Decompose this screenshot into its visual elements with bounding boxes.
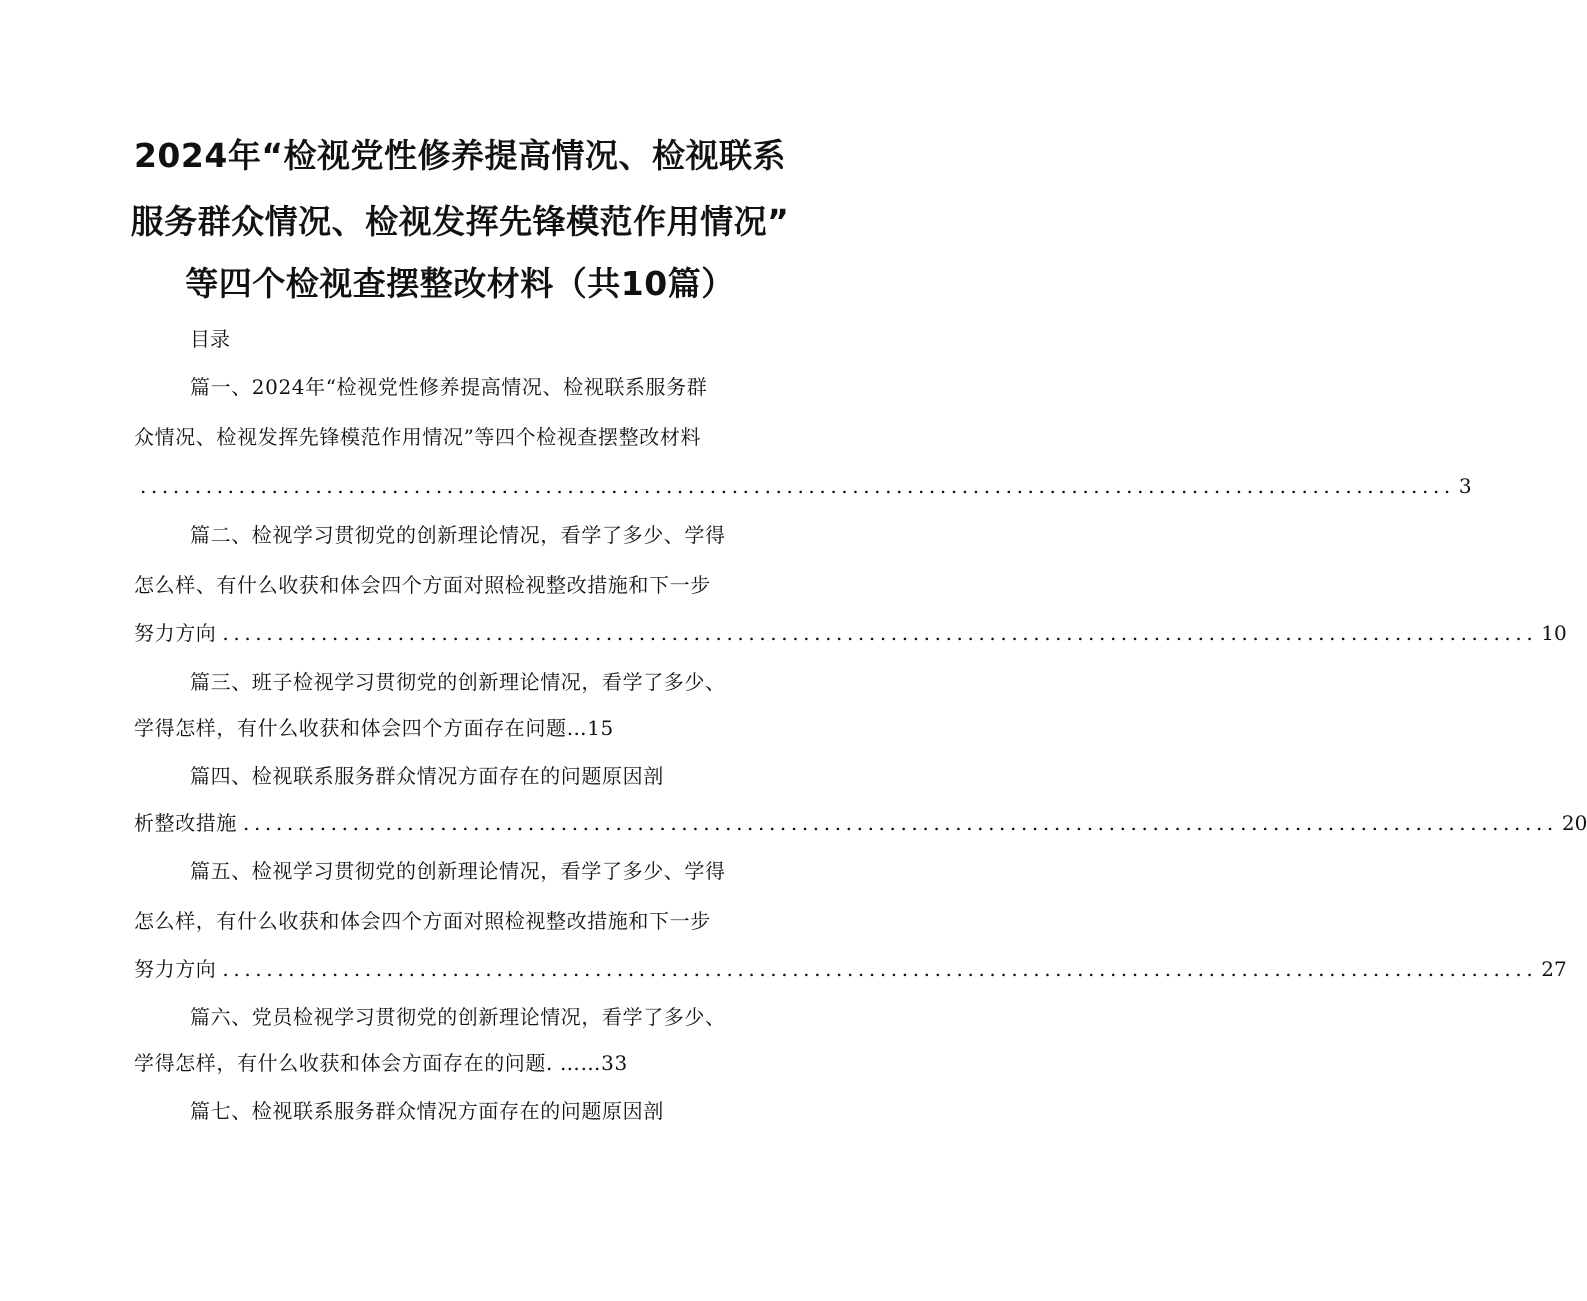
toc-entry-6-line-1: 篇六、党员检视学习贯彻党的创新理论情况，看学了多少、 [190,1005,726,1029]
toc-entry-1-line-2: 众情况、检视发挥先锋模范作用情况”等四个检视查摆整改材料 [134,425,702,449]
toc-entry-2-line-2: 怎么样、有什么收获和体会四个方面对照检视整改措施和下一步 [134,573,711,597]
toc-entry-1-page: 3 [1458,474,1472,498]
toc-entry-2-lead: 努力方向 [134,621,217,645]
toc-entry-6-line-2: 学得怎样，有什么收获和体会方面存在的问题. ……33 [134,1051,628,1075]
toc-entry-4-lead: 析整改措施 [134,811,237,835]
toc-entry-5-page: 27 [1541,957,1567,981]
dot-leader: ........................................................................................................................ [222,621,1538,645]
toc-entry-3-line-1: 篇三、班子检视学习贯彻党的创新理论情况，看学了多少、 [190,670,726,694]
toc-entry-2-line-1: 篇二、检视学习贯彻党的创新理论情况，看学了多少、学得 [190,523,726,547]
dot-leader: ........................................................................................................................ [243,811,1558,835]
toc-entry-1-leader-line [134,473,1472,499]
toc-entry-5-line-2: 怎么样，有什么收获和体会四个方面对照检视整改措施和下一步 [134,909,711,933]
document-title-line-1: 2024年“检视党性修养提高情况、检视联系 [133,136,787,175]
document-title-line-2: 服务群众情况、检视发挥先锋模范作用情况” [130,202,790,241]
toc-entry-5-line-1: 篇五、检视学习贯彻党的创新理论情况，看学了多少、学得 [190,859,726,883]
toc-heading: 目录 [190,327,230,351]
toc-entry-1-line-1: 篇一、2024年“检视党性修养提高情况、检视联系服务群 [190,375,708,399]
toc-entry-4-leader-line [134,810,1587,836]
dot-leader: ........................................................................................................................ [140,474,1455,498]
dot-leader: ........................................................................................................................ [222,957,1538,981]
toc-entry-5-leader-line [134,956,1567,982]
toc-entry-3-line-2: 学得怎样，有什么收获和体会四个方面存在问题…15 [134,716,614,740]
document-title-line-3: 等四个检视查摆整改材料（共10篇） [185,264,735,303]
toc-entry-2-page: 10 [1541,621,1567,645]
toc-entry-5-lead: 努力方向 [134,957,217,981]
toc-entry-4-line-1: 篇四、检视联系服务群众情况方面存在的问题原因剖 [190,764,664,788]
toc-entry-2-leader-line [134,620,1567,646]
toc-entry-4-page: 20 [1561,811,1587,835]
toc-entry-7-line-1: 篇七、检视联系服务群众情况方面存在的问题原因剖 [190,1099,664,1123]
